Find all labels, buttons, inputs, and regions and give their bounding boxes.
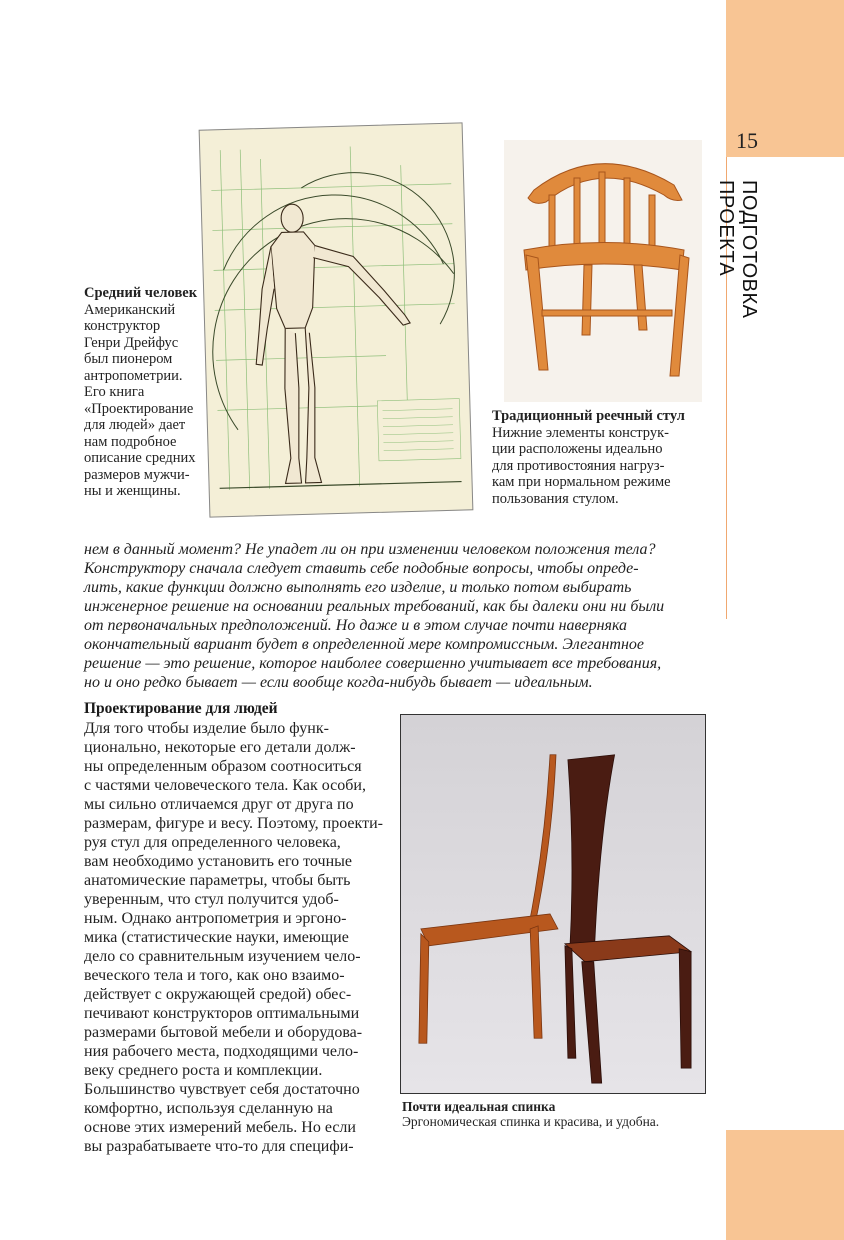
modern-chairs-photo bbox=[400, 714, 706, 1094]
caption-windsor-title: Традиционный реечный стул bbox=[492, 408, 685, 424]
section-heading: Проектирование для людей bbox=[84, 700, 278, 717]
caption-windsor bbox=[492, 408, 722, 507]
caption-modern-text: Эргономическая спинка и красива, и удобна. bbox=[402, 1114, 660, 1129]
section-title: ПОДГОТОВКА ПРОЕКТА bbox=[715, 180, 760, 319]
caption-human bbox=[84, 285, 214, 500]
body-text: Для того чтобы изделие было функ- ционально, некоторые его детали долж- ны определенным образом соотноситься с частями человеческого тела. Как особи, мы сильно отличаемся друг от друга по размерам, фигуре и весу. Поэтому, проекти- руя стул для определенного человека, вам необходимо установить его точные анатомические параметры, чтобы быть уверенным, что стул получится удоб- ным. Однако антропометрия и эргоно- мика (статистические науки, имеющие дело со сравнительным изучением чело- веческого тела и того, как оно взаимо- действует с окружающей средой) обес- печивают конструкторов оптимальными размерами бытовой мебели и оборудова- ния рабочего места, подходящими чело- веку среднего роста и комплекции. Большинство чувствует себя достаточно комфортно, используя сделанную на основе этих измерений мебель. Но если вы разрабатываете что-то для специфи- bbox=[84, 720, 383, 1155]
windsor-chair-photo bbox=[504, 140, 702, 402]
caption-windsor-text: Нижние элементы конструк- ции расположены идеально для противостояния нагруз- кам при нормальном режиме пользования стулом. bbox=[492, 424, 671, 507]
section-tab-bottom bbox=[726, 1130, 844, 1240]
page-number: 15 bbox=[736, 128, 758, 153]
caption-modern-title: Почти идеальная спинка bbox=[402, 1099, 556, 1114]
anthropometry-drawing bbox=[199, 122, 474, 517]
caption-modern bbox=[402, 1099, 722, 1129]
caption-human-text: Американский конструктор Генри Дрейфус был пионером антропометрии. Его книга «Проектирование для людей» дает нам подробное описание средних размеров мужчи- ны и женщины. bbox=[84, 301, 196, 499]
caption-human-title: Средний человек bbox=[84, 285, 198, 301]
italic-paragraph: нем в данный момент? Не упадет ли он при изменении человеком положения тела? Конструктору сначала следует ставить себе подобные вопросы, чтобы опреде- лить, какие функции должно выполнять его изделие, и только потом выбирать инженерное решение на основании реальных требований, как бы далеки они ни были от первоначальных предположений. Но даже и в этом случае почти наверняка окончательный вариант будет в определенной мере компромиссным. Элегантное решение — это решение, которое наиболее совершенно учитывает все требования, но и оно редко бывает — если вообще когда-нибудь бывает — идеальным. bbox=[84, 541, 665, 691]
